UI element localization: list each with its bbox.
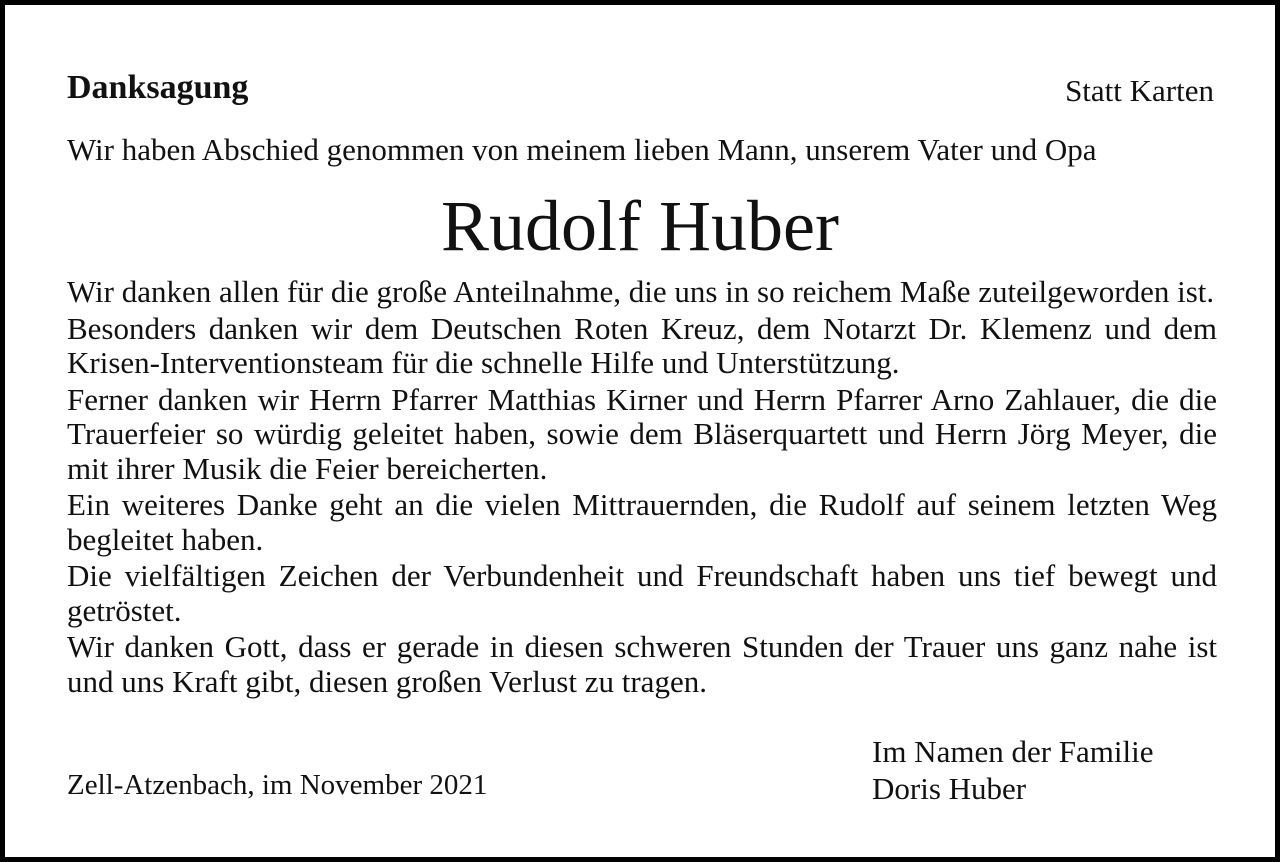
place-date: Zell-Atzenbach, im November 2021 [67, 769, 488, 801]
notice-heading: Danksagung [67, 69, 249, 106]
thanks-paragraph-6: Wir danken Gott, dass er gerade in diesen schweren Stunden der Trauer uns ganz nahe ist und uns Kraft gibt, diesen großen Verlust zu tragen. [67, 629, 1217, 699]
thanks-paragraph-2: Besonders danken wir dem Deutschen Roten Kreuz, dem Notarzt Dr. Klemenz und dem Krisen-Interventionsteam für die schnelle Hilfe und Unterstützung. [67, 310, 1217, 380]
signature-line-family: Im Namen der Familie [872, 734, 1154, 769]
signature-block [872, 733, 1154, 807]
corner-note: Statt Karten [1065, 73, 1214, 108]
signature-line-name: Doris Huber [872, 771, 1027, 806]
intro-line: Wir haben Abschied genommen von meinem lieben Mann, unserem Vater und Opa [67, 132, 1097, 167]
thanks-paragraph-5: Die vielfältigen Zeichen der Verbundenheit und Freundschaft haben uns tief bewegt und getröstet. [67, 558, 1217, 628]
thanks-paragraph-1: Wir danken allen für die große Anteilnahme, die uns in so reichem Maße zuteilgeworden ist. [67, 274, 1215, 309]
deceased-name: Rudolf Huber [441, 186, 839, 266]
thanks-paragraph-4: Ein weiteres Danke geht an die vielen Mittrauernden, die Rudolf auf seinem letzten Weg begleitet haben. [67, 487, 1217, 557]
thanks-text [67, 275, 1217, 701]
thanks-paragraph-3: Ferner danken wir Herrn Pfarrer Matthias Kirner und Herrn Pfarrer Arno Zahlauer, die die Trauerfeier so würdig geleitet haben, sowie dem Bläserquartett und Herrn Jörg Meyer, die mit ihrer Musik die Feier bereicherten. [67, 381, 1217, 486]
